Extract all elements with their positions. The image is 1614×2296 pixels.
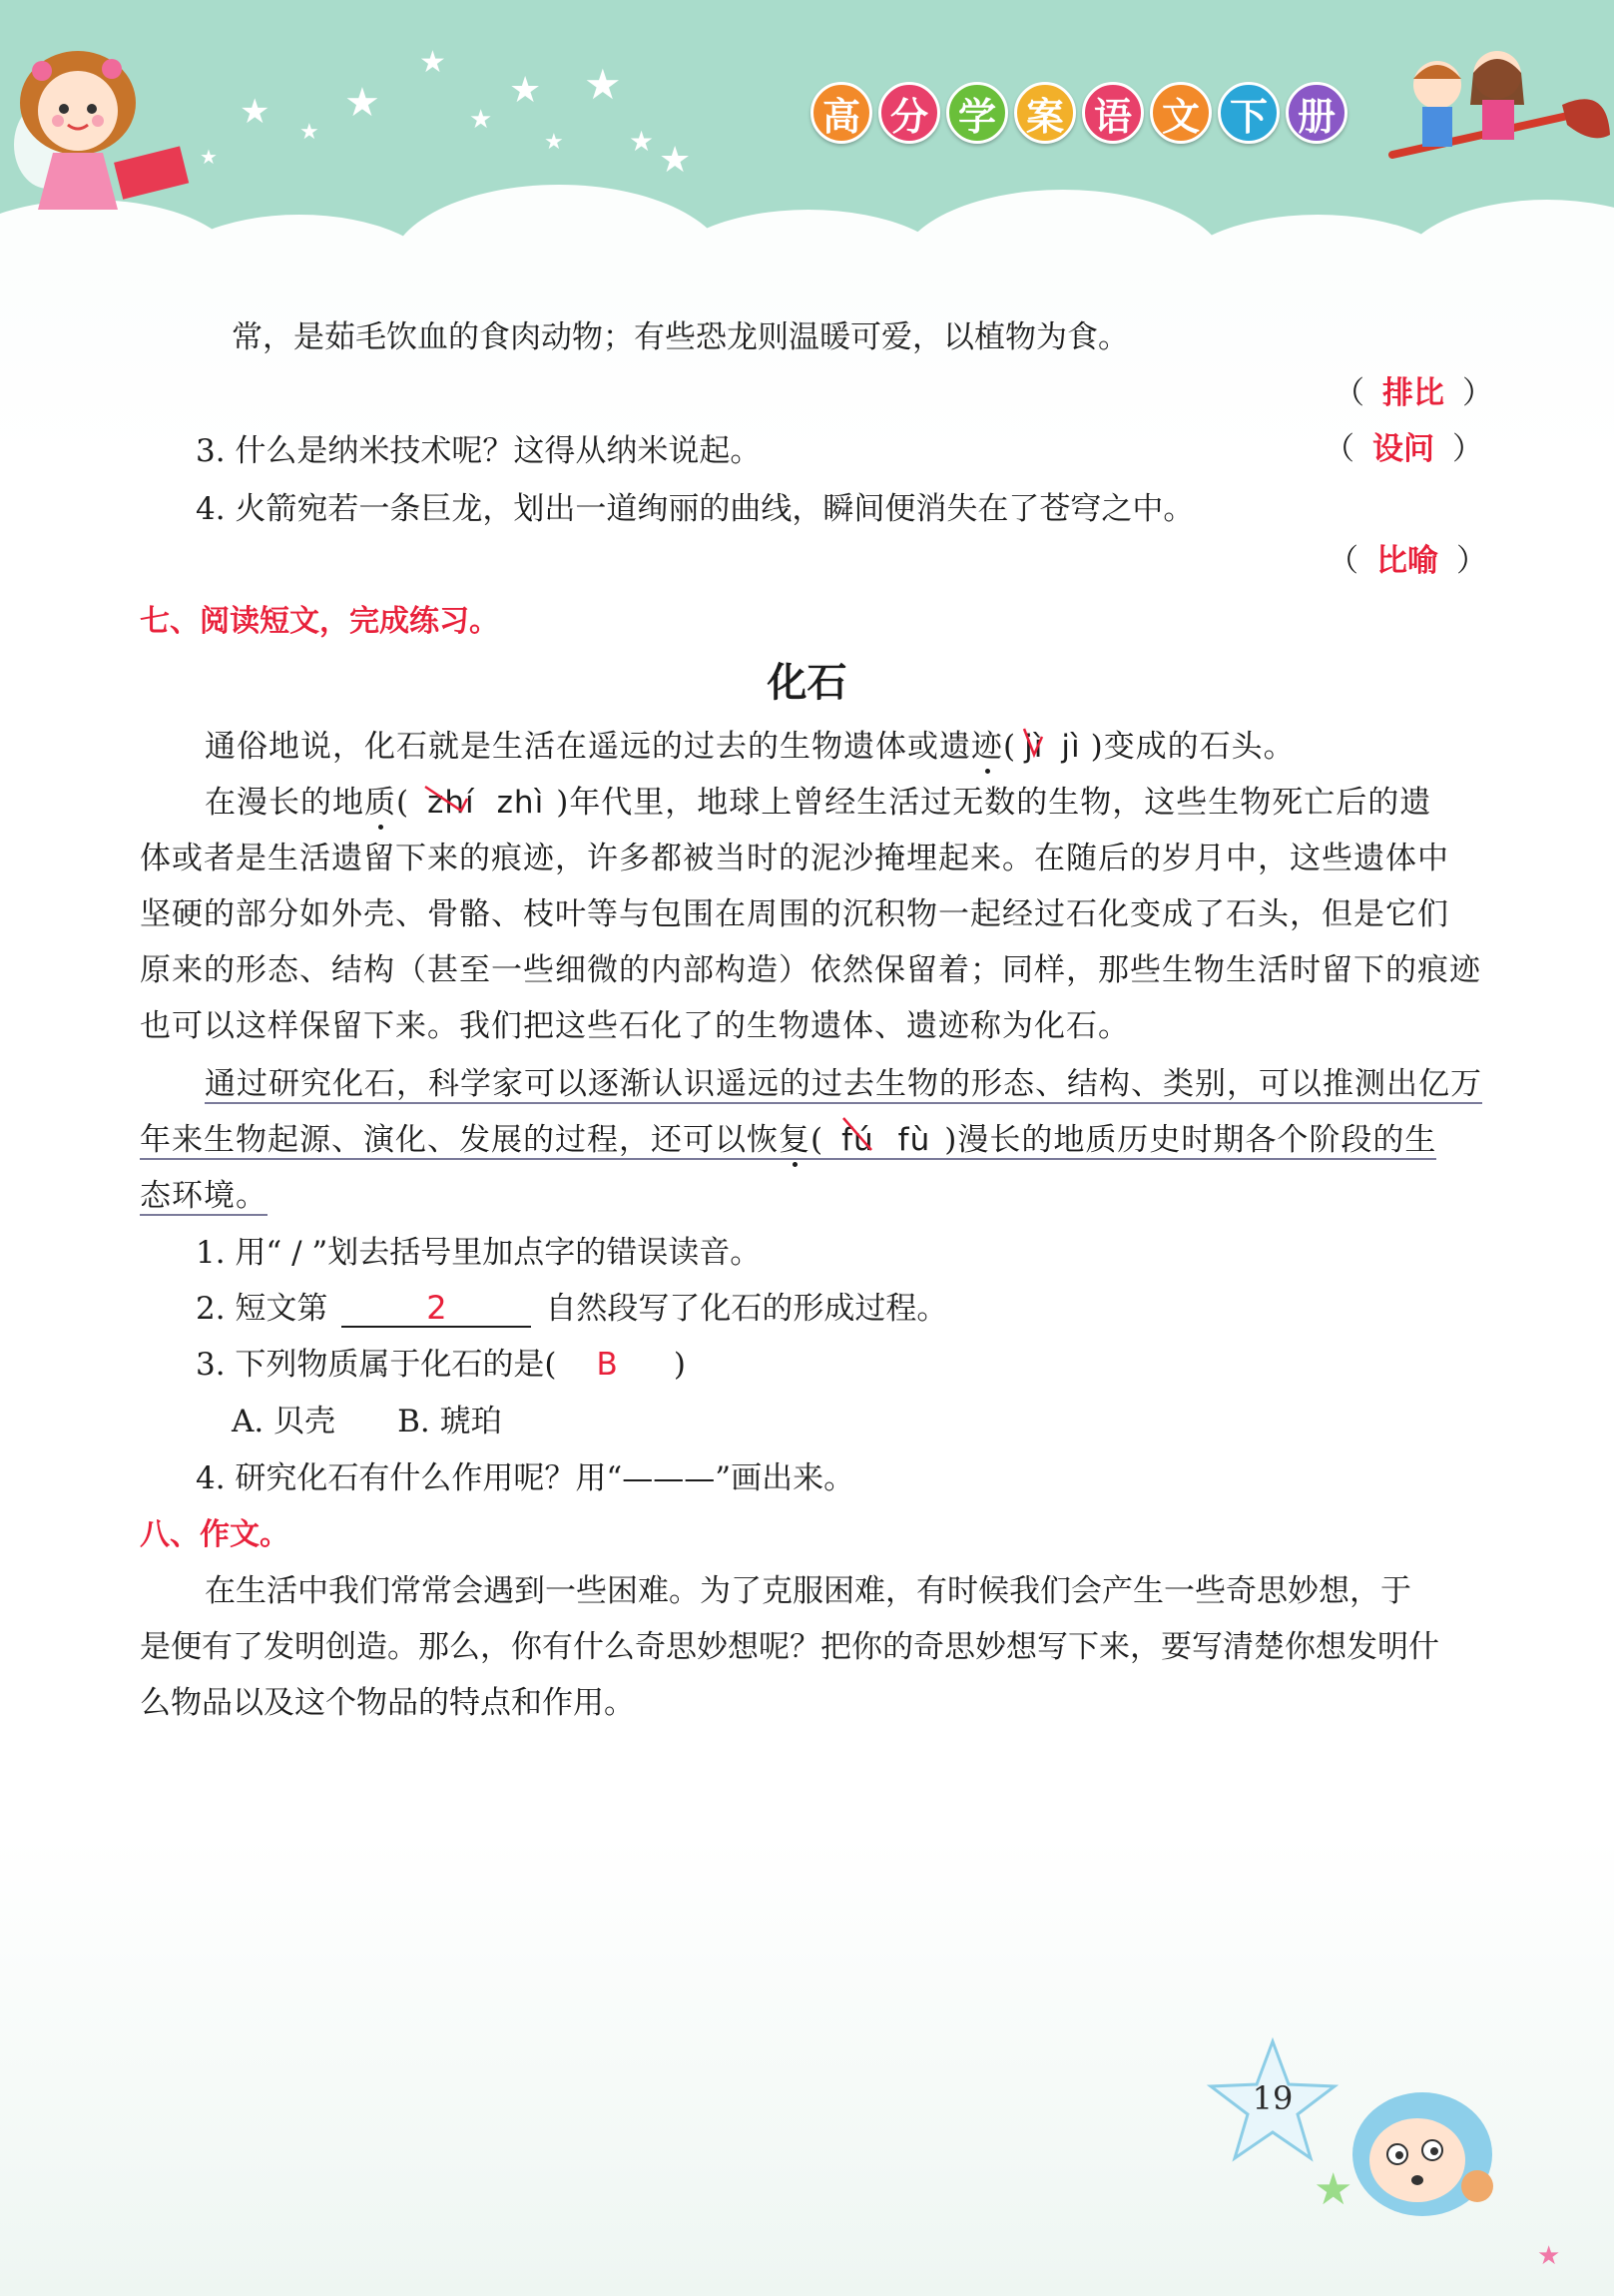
title-char: 下 <box>1218 82 1280 144</box>
exercise-text-line: 常，是茹毛饮血的食肉动物；有些恐龙则温暖可爱，以植物为食。 <box>232 319 1129 355</box>
star-icon: ★ <box>629 125 655 158</box>
paren-open: （ <box>1334 375 1364 411</box>
exercise-question: 1. 用“ / ”划去括号里加点字的错误读音。 <box>196 1235 762 1271</box>
passage-text: 变成的石头。 <box>1103 729 1296 765</box>
pinyin-option-struck: jì <box>1024 729 1043 765</box>
fairy-girl-illustration <box>8 25 193 225</box>
title-char: 学 <box>946 82 1008 144</box>
strike-mark-icon <box>837 1114 877 1156</box>
star-icon: ★ <box>299 120 319 145</box>
star-icon: ★ <box>469 105 493 135</box>
answer-bracket <box>1334 367 1493 412</box>
answer-text: 排比 <box>1382 375 1444 411</box>
passage-paragraph <box>205 721 1296 766</box>
exercise-question: 3. 什么是纳米技术呢？这得从纳米说起。 <box>196 433 762 469</box>
section-heading: 七、阅读短文，完成练习。 <box>140 604 499 639</box>
answer-text: 比喻 <box>1376 543 1438 579</box>
prompt-line: 在生活中我们常常会遇到一些困难。为了克服困难，有时候我们会产生一些奇思妙想，于 <box>205 1573 1411 1609</box>
pinyin-option-struck: fú <box>841 1122 874 1158</box>
passage-line-underlined <box>140 1170 268 1215</box>
star-icon: ★ <box>1314 2164 1353 2215</box>
paren-open: （ <box>1324 431 1354 467</box>
passage-text: 在漫长的地 <box>205 785 364 821</box>
book-title <box>810 82 1347 144</box>
star-icon: ★ <box>544 130 564 155</box>
paren-open: （ <box>1328 543 1358 579</box>
star-icon: ★ <box>1537 2241 1561 2271</box>
pinyin-option-struck: zhí <box>427 785 475 821</box>
title-char: 分 <box>878 82 940 144</box>
star-icon: ★ <box>659 140 692 181</box>
pinyin-option: fù <box>897 1122 931 1158</box>
strike-mark-icon <box>1020 723 1044 763</box>
star-icon: ★ <box>419 45 446 80</box>
paren-open: ( <box>396 785 410 821</box>
star-icon: ★ <box>509 70 542 111</box>
underlined-text: 通过研究化石，科学家可以逐渐认识遥远的过去生物的形态、结构、类别，可以推测出亿万 <box>205 1066 1482 1102</box>
exercise-question: 4. 火箭宛若一条巨龙，划出一道绚丽的曲线，瞬间便消失在了苍穹之中。 <box>196 491 1195 527</box>
title-char: 册 <box>1286 82 1347 144</box>
exercise-question: 2. 短文第 2 自然段写了化石的形成过程。 <box>196 1289 948 1327</box>
dotted-char: 迹 <box>971 729 1003 765</box>
passage-text: 通俗地说，化石就是生活在遥远的过去的生物遗体或遗 <box>205 729 971 765</box>
passage-line: 坚硬的部分如外壳、骨骼、枝叶等与包围在周围的沉积物一起经过石化变成了石头，但是它们 <box>140 896 1449 932</box>
kids-on-broom-illustration <box>1382 45 1612 215</box>
paren-open: ( <box>1003 729 1017 765</box>
star-icon: ★ <box>240 92 270 132</box>
passage-text: 年代里，地球上曾经生活过无数的生物，这些生物死亡后的遗 <box>569 785 1432 821</box>
star-icon: ★ <box>344 80 380 126</box>
underlined-text: 态环境。 <box>140 1178 268 1214</box>
page-header-banner <box>0 0 1614 280</box>
section-heading: 八、作文。 <box>140 1517 289 1552</box>
paren-close: ) <box>944 1122 958 1158</box>
cloud-shape <box>0 255 1614 280</box>
page-number: 19 <box>1252 2079 1294 2117</box>
answer-options: A. 贝壳 B. 琥珀 <box>232 1404 502 1439</box>
dotted-char: 质 <box>364 785 396 821</box>
star-icon: ★ <box>584 60 622 109</box>
answer-blank[interactable]: 2 <box>341 1290 531 1328</box>
dotted-char: 复 <box>779 1122 810 1158</box>
answer-bracket <box>1328 535 1487 580</box>
exercise-question: 3. 下列物质属于化石的是( B ) <box>196 1347 686 1383</box>
pinyin-option: zhì <box>496 785 545 821</box>
passage-line-underlined <box>205 1058 1482 1103</box>
passage-paragraph <box>205 777 1431 822</box>
passage-line: 也可以这样保留下来。我们把这些石化了的生物遗体、遗迹称为化石。 <box>140 1008 1130 1044</box>
star-icon: ★ <box>200 145 218 169</box>
prompt-line: 是便有了发明创造。那么，你有什么奇思妙想呢？把你的奇思妙想写下来，要写清楚你想发明什 <box>140 1629 1439 1665</box>
paren-close: ) <box>1090 729 1104 765</box>
title-char: 案 <box>1014 82 1076 144</box>
passage-line: 原来的形态、结构（甚至一些细微的内部构造）依然保留着；同样，那些生物生活时留下的痕迹 <box>140 952 1481 988</box>
title-char: 语 <box>1082 82 1144 144</box>
title-char: 文 <box>1150 82 1212 144</box>
paren-close: ） <box>1452 431 1483 467</box>
answer-text: B <box>596 1347 618 1383</box>
passage-title: 化石 <box>767 660 847 706</box>
passage-line: 体或者是生活遗留下来的痕迹，许多都被当时的泥沙掩埋起来。在随后的岁月中，这些遗体中 <box>140 841 1449 876</box>
paren-close: ） <box>1456 543 1487 579</box>
answer-text: 设问 <box>1372 431 1434 467</box>
strike-mark-icon <box>421 779 469 821</box>
title-char: 高 <box>810 82 872 144</box>
underlined-text: 年来生物起源、演化、发展的过程，还可以恢复( fú fù )漫长的地质历史时期各个阶段的生 <box>140 1122 1436 1160</box>
prompt-line: 么物品以及这个物品的特点和作用。 <box>140 1685 635 1721</box>
paren-open: ( <box>810 1122 824 1158</box>
paren-close: ） <box>1462 375 1493 411</box>
answer-bracket <box>1324 423 1483 468</box>
pinyin-option: jì <box>1061 729 1081 765</box>
exercise-question: 4. 研究化石有什么作用呢？用“———”画出来。 <box>196 1460 855 1496</box>
passage-line-underlined <box>140 1114 1436 1159</box>
paren-close: ) <box>556 785 570 821</box>
baby-mascot-illustration <box>1338 2076 1507 2226</box>
